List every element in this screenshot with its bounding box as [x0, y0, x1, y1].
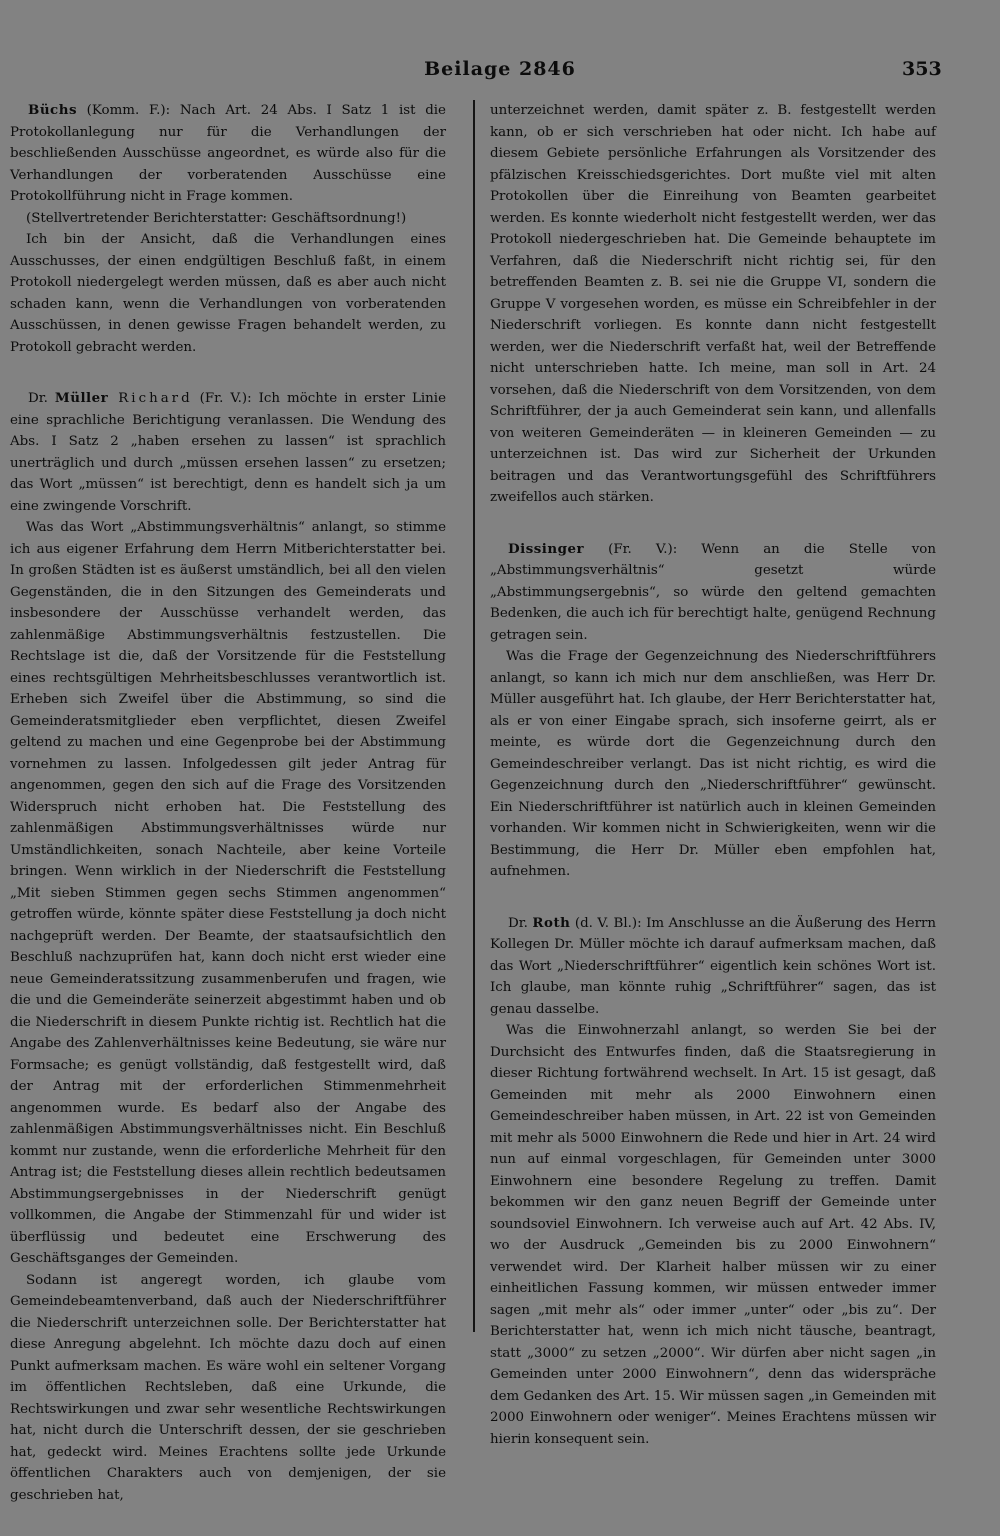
- speech-paragraph: Sodann ist angeregt worden, ich glaube vom Gemeindebeamtenverband, daß auch der Niederschriftführer die Niederschrift unterzeichnen solle. Der Berichterstatter hat diese Anregung abgelehnt. Ich möchte dazu doch auf einen Punkt aufmerksam machen. Es wäre wohl ein seltener Vorgang im öffentlichen Rechtsleben, daß eine Urkunde, die Rechtswirkungen und zwar sehr wesentliche Rechtswirkungen hat, nicht durch die Unterschrift dessen, der sie geschrieben hat, gedeckt wird. Meines Erachtens sollte jede Urkunde öffentlichen Charakters auch von demjenigen, der sie geschrieben hat,: [10, 1272, 446, 1503]
- speaker-name: Büchs: [28, 102, 77, 118]
- page-header-title: Beilage 2846: [424, 58, 576, 80]
- left-column: [10, 100, 446, 1536]
- speech-continuation: [490, 100, 936, 509]
- speech-paragraph: Was die Frage der Gegenzeichnung des Niederschriftführers anlangt, so kann ich mich nur dem anschließen, was Herr Dr. Müller ausgeführt hat. Ich glaube, der Herr Berichterstatter hat, als er von einer Eingabe sprach, sich insoferne geirrt, als er meinte, es würde dort die Gegenzeichnung durch den Gemeindeschreiber verlangt. Das ist nicht richtig, es wird die Gegenzeichnung durch den „Niederschriftführer“ gewünscht. Ein Niederschriftführer ist natürlich auch in kleinen Gemeinden vorhanden. Wir kommen nicht in Schwierigkeiten, wenn wir die Bestimmung, die Herr Dr. Müller eben empfohlen hat, aufnehmen.: [490, 649, 936, 879]
- paragraph-text: Wenn an die Stelle von „Abstimmungsverhältnis“ gesetzt würde „Abstimmungsergebnis“, so würde den geltend gemachten Bedenken, die auch ich für berechtigt halte, genügend Rechnung getragen sein.: [490, 541, 936, 643]
- paragraph-text: Im Anschlusse an die Äußerung des Herrn Kollegen Dr. Müller möchte ich darauf aufmerksam machen, daß das Wort „Niederschriftführer“ eigentlich kein schönes Wort ist. Ich glaube, man könnte ruhig „Schriftführer“ sagen, das ist genau dasselbe.: [490, 915, 936, 1017]
- speech-mueller: [10, 388, 446, 1506]
- speech-paragraph: [10, 100, 446, 208]
- page-number: 353: [902, 58, 942, 80]
- speech-paragraph: [490, 913, 936, 1021]
- speaker-affiliation: (Fr. V.):: [584, 541, 702, 557]
- speech-paragraph: [490, 539, 936, 647]
- speaker-affiliation: (Komm. F.):: [76, 103, 180, 118]
- speech-paragraph: [10, 388, 446, 517]
- speech-paragraph: Was die Einwohnerzahl anlangt, so werden Sie bei der Durchsicht des Entwurfes finden, daß die Staatsregierung in dieser Richtung fortwährend wechselt. In Art. 15 ist gesagt, daß Gemeinden mit mehr als 2000 Einwohnern einen Gemeindeschreiber haben müssen, in Art. 22 ist von Gemeinden mit mehr als 5000 Einwohnern die Rede und hier in Art. 24 wird nun auf einmal vorgeschlagen, für Gemeinden unter 3000 Einwohnern eine besondere Regelung zu treffen. Damit bekommen wir den ganz neuen Begriff der Gemeinde unter soundsoviel Einwohnern. Ich verweise auch auf Art. 42 Abs. IV, wo der Ausdruck „Gemeinden bis zu 2000 Einwohnern“ verwendet wird. Der Klarheit halber müssen wir zu einer einheitlichen Fassung kommen, wir müssen entweder immer sagen „mit mehr als“ oder immer „unter“ oder „bis zu“. Der Berichterstatter hat, wenn ich mich nicht täusche, beantragt, statt „3000“ zu setzen „2000“. Wir dürfen aber nicht sagen „in Gemeinden unter 2000 Einwohnern“, denn das widerspräche dem Gedanken des Art. 15. Wir müssen sagen „in Gemeinden mit 2000 Einwohnern oder weniger“. Meines Erachtens müssen wir hierin konsequent sein.: [490, 1023, 936, 1447]
- column-divider: [473, 100, 475, 1332]
- speaker-name: Müller: [54, 390, 109, 406]
- speech-dissinger: [490, 539, 936, 883]
- speaker-first-name: Richard: [108, 391, 193, 406]
- speech-buechs: [10, 100, 446, 358]
- speech-roth: [490, 913, 936, 1451]
- speaker-affiliation: (Fr. V.):: [192, 391, 259, 406]
- speaker-name: Roth: [532, 914, 571, 931]
- speaker-title: Dr.: [508, 915, 533, 931]
- paragraph-text: Nach Art. 24 Abs. I Satz 1 ist die Protokollanlegung nur für die Verhandlungen der beschließenden Ausschüsse angeordnet, es würde also für die Verhandlungen der vorberatenden Ausschüsse eine Protokollführung nicht in Frage kommen.: [10, 103, 446, 204]
- paragraph-text: Ich möchte in erster Linie eine sprachliche Berichtigung veranlassen. Die Wendung des Abs. I Satz 2 „haben ersehen zu lassen“ ist sprachlich unerträglich und durch „müssen ersehen lassen“ zu ersetzen; das Wort „müssen“ ist berechtigt, denn es handelt sich ja um eine zwingende Vorschrift.: [10, 391, 446, 514]
- continuation-paragraph: unterzeichnet werden, damit später z. B. festgestellt werden kann, ob er sich verschrieben hat oder nicht. Ich habe auf diesem Gebiete persönliche Erfahrungen als Vorsitzender des pfälzischen Kreisschiedsgerichtes. Dort mußte viel mit alten Protokollen über die Einreihung von Beamten gearbeitet werden. Es konnte wiederholt nicht festgestellt werden, wer das Protokoll niedergeschrieben hat. Die Gemeinde behauptete im Verfahren, daß die Niederschrift nicht richtig sei, für den betreffenden Beamten z. B. sei nie die Gruppe VI, sondern die Gruppe V vorgesehen worden, es müsse ein Schreibfehler in der Niederschrift vorliegen. Es konnte dann nicht festgestellt werden, wer die Niederschrift verfaßt hat, weil der Betreffende nicht unterschrieben hatte. Ich meine, man soll in Art. 24 vorsehen, daß die Niederschrift von dem Vorsitzenden, von dem Schriftführer, der ja auch Gemeinderat sein kann, und allenfalls von weiteren Gemeinderäten — in kleineren Gemeinden — zu unterzeichnen ist. Das wird zur Sicherheit der Urkunden beitragen und das Verantwortungsgefühl des Schriftführers zweifellos auch stärken.: [490, 103, 936, 505]
- speech-paragraph: Was das Wort „Abstimmungsverhältnis“ anlangt, so stimme ich aus eigener Erfahrung dem Herrn Mitberichterstatter bei. In großen Städten ist es äußerst umständlich, bei all den vielen Gegenständen, die in den Sitzungen des Gemeinderats und insbesondere der Ausschüsse verhandelt werden, das zahlenmäßige Abstimmungsverhältnis festzustellen. Die Rechtslage ist die, daß der Vorsitzende für die Feststellung eines rechtsgültigen Mehrheitsbeschlusses verantwortlich ist. Erheben sich Zweifel über die Abstimmung, so sind die Gemeinderatsmitglieder eben verpflichtet, diesen Zweifel geltend zu machen und eine Gegenprobe bei der Abstimmung vornehmen zu lassen. Infolgedessen gilt jeder Antrag für angenommen, gegen den sich auf die Frage des Vorsitzenden Widerspruch nicht erhoben hat. Die Feststellung des zahlenmäßigen Abstimmungsverhältnisses würde nur Umständlichkeiten, sonach Nachteile, aber keine Vorteile bringen. Wenn wirklich in der Niederschrift die Feststellung „Mit sieben Stimmen gegen sechs Stimmen angenommen“ getroffen würde, könnte später diese Feststellung ja doch nicht nachgeprüft werden. Der Beamte, der staatsaufsichtlich den Beschluß nachzuprüfen hat, kann doch nicht erst wieder eine neue Gemeinderatssitzung zusammenberufen und fragen, wie die und die Gemeinderäte seinerzeit abgestimmt haben und ob die Niederschrift in diesem Punkte richtig ist. Rechtlich hat die Angabe des Zahlenverhältnisses keine Bedeutung, sie wäre nur Formsache; es genügt vollständig, daß festgestellt wird, daß der Antrag mit der erforderlichen Stimmenmehrheit angenommen wurde. Es bedarf also der Angabe des zahlenmäßigen Abstimmungsverhältnisses nicht. Ein Beschluß kommt nur zustande, wenn die erforderliche Mehrheit für den Antrag ist; die Feststellung dieses allein rechtlich bedeutsamen Abstimmungsergebnisses in der Niederschrift genügt vollkommen, die Angabe der Stimmenzahl für und wider ist überflüssig und bedeutet eine Erschwerung des Geschäftsganges der Gemeinden.: [10, 520, 446, 1266]
- interjection: (Stellvertretender Berichterstatter: Geschäftsordnung!): [26, 210, 407, 226]
- right-column: [490, 100, 936, 1480]
- speaker-name: Dissinger: [508, 540, 585, 557]
- speaker-affiliation: (d. V. Bl.):: [570, 915, 647, 931]
- speaker-title: Dr.: [28, 391, 55, 406]
- speech-paragraph: Ich bin der Ansicht, daß die Verhandlungen eines Ausschusses, der einen endgültigen Beschluß faßt, in einem Protokoll niedergelegt werden müssen, daß es aber auch nicht schaden kann, wenn die Verhandlungen von vorberatenden Ausschüssen, in denen gewisse Fragen behandelt werden, zu Protokoll gebracht werden.: [10, 232, 446, 355]
